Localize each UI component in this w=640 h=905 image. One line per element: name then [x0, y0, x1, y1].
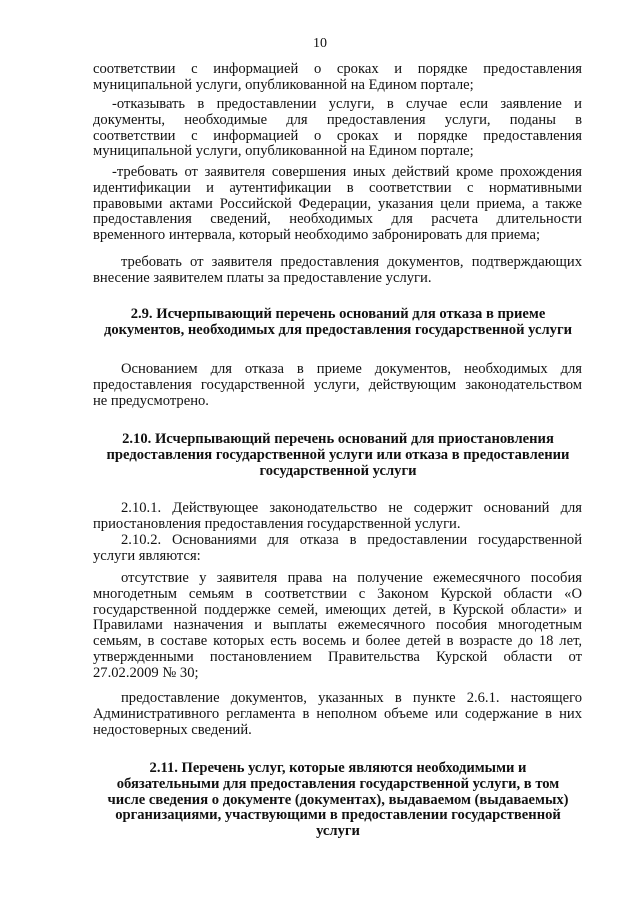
- heading-line: 2.10. Исчерпывающий перечень оснований для приостановления: [122, 431, 554, 447]
- paragraph-continuation: [93, 62, 582, 94]
- text-line: 2.10.2. Основаниями для отказа в предоставлении государственной: [121, 532, 582, 548]
- heading-line: 2.11. Перечень услуг, которые являются необходимыми и: [149, 760, 527, 776]
- text-line: утвержденными постановлением Правительства Курской области от: [93, 648, 582, 665]
- text-line: муниципальной услуги, опубликованной на Едином портале;: [93, 76, 474, 93]
- heading-line: предоставления государственной услуги или отказа в предоставлении: [106, 446, 570, 463]
- text-line: приостановления предоставления государственной услуги.: [93, 515, 461, 532]
- text-line: многодетным семьям в соответствии с Законом Курской области «О: [93, 585, 582, 602]
- heading-line: числе сведения о документе (документах), выдаваемом (выдаваемых): [107, 791, 569, 808]
- text-line: 27.02.2009 № 30;: [93, 664, 199, 681]
- page-number: 10: [313, 36, 327, 51]
- text-line: Правилами назначения и выплаты ежемесячного пособия многодетным: [93, 617, 582, 634]
- paragraph-2-10-1: [93, 501, 582, 533]
- text-line: не предусмотрено.: [93, 392, 209, 409]
- text-line: Административного регламента в неполном объеме или содержание в них: [93, 705, 582, 722]
- text-line: недостоверных сведений.: [93, 721, 252, 738]
- text-line: отсутствие у заявителя права на получение ежемесячного пособия: [121, 570, 582, 586]
- paragraph-absence-of-right: [93, 571, 582, 682]
- text-line: предоставление документов, указанных в пункте 2.6.1. настоящего: [121, 690, 582, 706]
- text-line: Основанием для отказа в приеме документов, необходимых для: [121, 361, 582, 377]
- paragraph-demand-documents: [93, 255, 582, 287]
- text-line: государственной поддержке семей, имеющих детей, в Курской области» и: [93, 601, 582, 618]
- text-line: услуги являются:: [93, 547, 201, 564]
- text-line: внесение заявителем платы за предоставление услуги.: [93, 269, 432, 286]
- heading-line: обязательными для предоставления государственной услуги, в том: [116, 775, 560, 792]
- text-line: -отказывать в предоставлении услуги, в случае если заявление и: [112, 96, 582, 112]
- text-line: семьям, в составе которых есть восемь и более детей в возрасте до 18 лет,: [93, 633, 582, 650]
- heading-line: услуги: [316, 823, 360, 840]
- paragraph-demand-actions: [93, 165, 582, 244]
- text-line: предоставления сведений, необходимых для расчета длительности: [93, 211, 582, 228]
- section-heading-2-9: [88, 306, 588, 338]
- text-line: идентификации и аутентификации в соответствии с нормативными: [93, 179, 582, 196]
- paragraph-refuse-service: [93, 97, 582, 160]
- text-line: соответствии с информацией о сроках и порядке предоставления: [93, 127, 582, 144]
- heading-line: организациями, участвующими в предоставлении государственной: [115, 807, 561, 824]
- text-line: -требовать от заявителя совершения иных действий кроме прохождения: [112, 164, 582, 180]
- heading-line: государственной услуги: [259, 462, 417, 479]
- paragraph-2-9: [93, 362, 582, 409]
- paragraph-2-10-2: [93, 533, 582, 565]
- text-line: предоставления государственной услуги, действующим законодательством: [93, 376, 582, 393]
- text-line: муниципальной услуги, опубликованной на Едином портале;: [93, 143, 474, 160]
- text-line: документы, необходимые для предоставления услуги, поданы в: [93, 111, 582, 128]
- section-heading-2-10: [88, 431, 588, 478]
- heading-line: документов, необходимых для предоставления государственной услуги: [104, 321, 572, 338]
- heading-line: 2.9. Исчерпывающий перечень оснований для отказа в приеме: [130, 306, 546, 322]
- text-line: правовыми актами Российской Федерации, указания цели приема, а также: [93, 195, 582, 212]
- section-heading-2-11: [88, 760, 588, 839]
- text-line: требовать от заявителя предоставления документов, подтверждающих: [121, 254, 582, 270]
- paragraph-incomplete-documents: [93, 691, 582, 738]
- text-line: 2.10.1. Действующее законодательство не содержит оснований для: [121, 500, 582, 516]
- text-line: соответствии с информацией о сроках и порядке предоставления: [93, 61, 582, 77]
- text-line: временного интервала, который необходимо забронировать для приема;: [93, 227, 541, 244]
